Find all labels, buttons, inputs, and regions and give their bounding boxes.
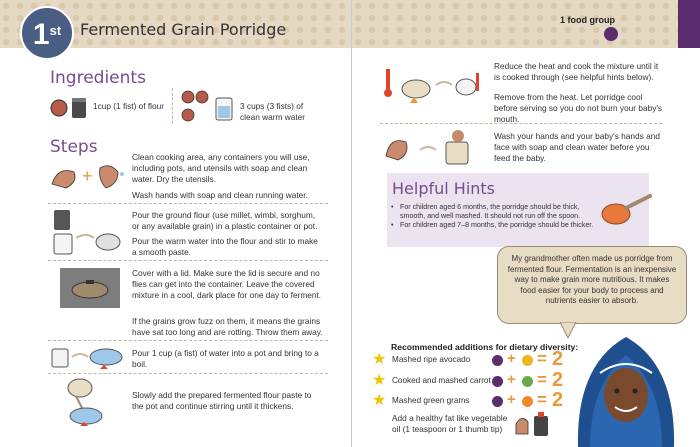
spoon-porridge-icon [596,194,652,228]
step-cool: Remove from the heat. Let porridge cool before serving so you do not burn your baby's mouth. [494,92,663,124]
pour-flour-icon [50,208,122,258]
hint-item: • For children aged 6 months, the porridge should be thick, smooth, and well mashed. It should not run off the spoon. [398,203,598,221]
page-gutter [351,0,352,447]
wash-hands-icon [48,160,128,192]
fist-flour-icon [50,95,90,121]
ingredients-heading: Ingredients [50,68,146,88]
recommended-item-label: Mashed ripe avocado [392,355,471,364]
step-pour-flour: Pour the ground flour (use millet, wimbi, sorghum, or any available grain) in a plastic container or pot. [132,210,318,231]
fists-water-icon [180,88,240,126]
food-group-count: 2 [552,369,564,391]
star-icon: ★ [372,351,387,368]
divider [380,123,662,124]
grandmother-illustration [570,325,682,447]
step-add-water: Pour the warm water into the flour and stir to make a smooth paste. [132,236,318,257]
steps-heading: Steps [50,137,98,157]
page-title: Fermented Grain Porridge [80,20,287,39]
food-group-count: 2 [552,348,564,370]
wash-baby-icon [380,126,480,170]
food-group-count: 2 [552,389,564,411]
food-group-label: 1 food group [560,15,615,25]
step-clean: Clean cooking area, any containers you will use, including pots, and utensils with soap and clean water. Dry the utensils. [132,152,310,184]
helpful-hints-list [398,203,598,230]
step-number-badge: 1st [20,6,74,60]
step-reduce-heat: Reduce the heat and cook the mixture until it is cooked through (see helpful hints below). [494,61,659,82]
divider [48,373,328,374]
food-group-dot [492,355,503,366]
divider [48,260,328,261]
recommended-item-avocado [372,348,572,370]
step-add-paste: Slowly add the prepared fermented flour paste to the pot and continue stirring until it thickens. [132,390,312,411]
ingredient-water: 3 cups (3 fists) of clean warm water [240,101,306,122]
hint-item: • For children aged 7–8 months, the porridge should be thicker. [398,221,598,230]
ingredient-flour: 1cup (1 fist) of flour [93,101,165,111]
recommended-item-label: Cooked and mashed carrot [392,376,491,385]
food-group-tab [678,0,700,48]
plus-sign: + [507,371,516,388]
boil-water-icon [50,343,126,373]
recommended-item-carrot [372,369,572,391]
food-group-dot [522,376,533,387]
helpful-hints-heading: Helpful Hints [392,179,496,198]
recommended-title: Recommended additions for dietary diversity: [391,342,579,352]
cook-cool-icon [380,63,480,109]
recommended-item-green-grams [372,389,572,411]
ingredient-divider [172,88,173,124]
equals-sign: = [537,390,547,409]
step-rotting-warning: If the grains grow fuzz on them, it means the grains have sat too long and are rotting. Throw them away. [132,316,323,337]
star-icon: ★ [372,392,387,409]
plus-sign: + [507,391,516,408]
recommended-item-label: Mashed green grams [392,396,470,405]
divider [48,340,328,341]
thumb-oil-icon [514,412,554,438]
step-ferment: Cover with a lid. Make sure the lid is secure and no flies can get into the container. Leave the covered mixture in a cool, dark place for one day to ferment. [132,268,322,300]
right-page-banner [352,0,700,48]
equals-sign: = [537,370,547,389]
food-group-dot [522,355,533,366]
food-group-dot [604,27,618,41]
food-group-dot [522,396,533,407]
food-group-dot [492,376,503,387]
covered-pot-icon [60,268,120,308]
stir-paste-icon [60,376,110,428]
svg-text:+: + [82,166,93,186]
step-wash-hands: Wash hands with soap and clean running water. [132,190,308,200]
grandmother-quote-bubble: My grandmother often made us porridge from fermented flour. Fermentation is an inexpensive way to make grain more nutritious. It makes food easier for your body to process and nutrients easier to absorb. [497,246,687,324]
equals-sign: = [537,349,547,368]
oil-addition-text: Add a healthy fat like vegetable oil (1 teaspoon or 1 thumb tip) [392,413,508,434]
step-wash-baby: Wash your hands and your baby's hands and face with soap and clean water before you feed the baby. [494,131,660,163]
star-icon: ★ [372,372,387,389]
divider [48,203,328,204]
plus-sign: + [507,350,516,367]
food-group-dot [492,396,503,407]
step-boil-water: Pour 1 cup (a fist) of water into a pot and bring to a boil. [132,348,319,369]
